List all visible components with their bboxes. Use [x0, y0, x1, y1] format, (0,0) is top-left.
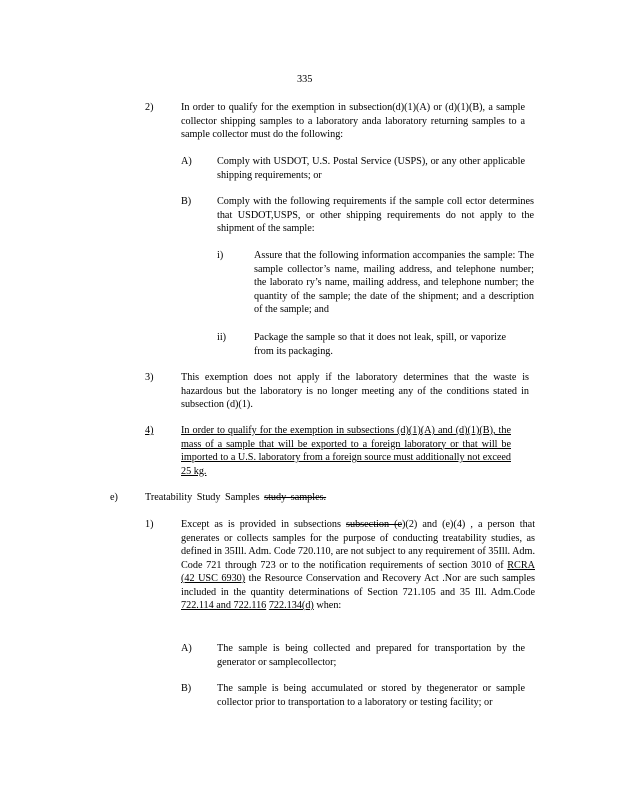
item-2-label: 2) — [145, 102, 154, 113]
item-2B-label: B) — [181, 196, 192, 207]
e1-t1: Except as is provided in — [181, 519, 289, 530]
section-e-heading — [145, 491, 445, 505]
item-2B-text: Comply with the following requirements if the sample coll ector determines that USDOT,USPS, or other shipping requirements do not apply to the shipment of the sample: — [217, 196, 534, 234]
page-number: 335 — [297, 74, 313, 85]
e1-t6-underlined: RCRA (42 USC 6930) — [181, 559, 535, 584]
item-2Bii-text: Package the sample so that it does not leak, spill, or vaporize from its packaging. — [254, 332, 506, 357]
item-2Bi-text: Assure that the following information accompanies the sample: The sample collector’s name, mailing address, and telephone number; the laborato ry’s name, mailing address, and telephone number; the quantity of the sample; the date of the shipment; and a description of the sample; and — [254, 250, 534, 315]
item-4-text: In order to qualify for the exemption in subsections (d)(1)(A) and (d)(1)(B), the mass of a sample that will be exported to a foreign laboratory or that will be imported to a U.S. laboratory from a foreign source must additionally not exceed 25 kg. — [181, 425, 511, 477]
section-e-label: e) — [110, 492, 118, 503]
item-e1-label: 1) — [145, 519, 154, 530]
item-2Bi-label: i) — [217, 250, 224, 261]
item-2A-label: A) — [181, 156, 192, 167]
e1-t3-struck: subsection ( — [346, 519, 398, 530]
item-e1-text — [181, 518, 535, 613]
item-e1A-text: The sample is being collected and prepared for transportation by the generator or samplecollector; — [217, 643, 525, 668]
item-4-label: 4) — [145, 425, 154, 436]
e1-t10: when: — [316, 600, 342, 611]
item-3-text: This exemption does not apply if the laboratory determines that the waste is hazardous but the laboratory is no longer meeting any of the conditions stated in subsection (d)(1). — [181, 372, 529, 410]
section-e-title: Treatability Study Samples — [145, 492, 260, 503]
item-2Bii-label: ii) — [217, 332, 227, 343]
e1-t7: the Resource Conservation and Recovery Act .Nor are such samples included in the quantity determinations of Section 721.105 and 35 Ill. Adm.Code — [181, 573, 535, 598]
item-e1B-label: B) — [181, 683, 192, 694]
item-3-label: 3) — [145, 372, 154, 383]
e1-t4-struck: e — [397, 519, 403, 530]
e1-t9-underlined: 722.134(d) — [268, 600, 314, 611]
item-e1A-label: A) — [181, 643, 192, 654]
e1-t2-inserted: subsections — [293, 519, 341, 530]
item-e1B-text: The sample is being accumulated or stored by thegenerator or sample collector prior to transportation to a laboratory or testing facility; or — [217, 683, 525, 708]
item-2-text: In order to qualify for the exemption in subsection(d)(1)(A) or (d)(1)(B), a sample collector shipping samples to a laboratory anda laboratory returning samples to a sample collector must do the following: — [181, 102, 525, 140]
section-e-title-struck: study samples. — [264, 492, 327, 503]
item-2A-text: Comply with USDOT, U.S. Postal Service (USPS), or any other applicable shipping requirements; or — [217, 156, 525, 181]
e1-t5: )(2) and (e)(4) , a person that generates or collects samples for the purpose of conducting treatability studies, as defined in 35Ill. Adm. Code 720.110, are not subject to any requirement of 35Ill. Adm. Code 721 through 723 or to the notification requirements of section 3010 of — [181, 519, 536, 571]
e1-t8-underlined: 722.114 and 722.116 — [181, 600, 267, 611]
